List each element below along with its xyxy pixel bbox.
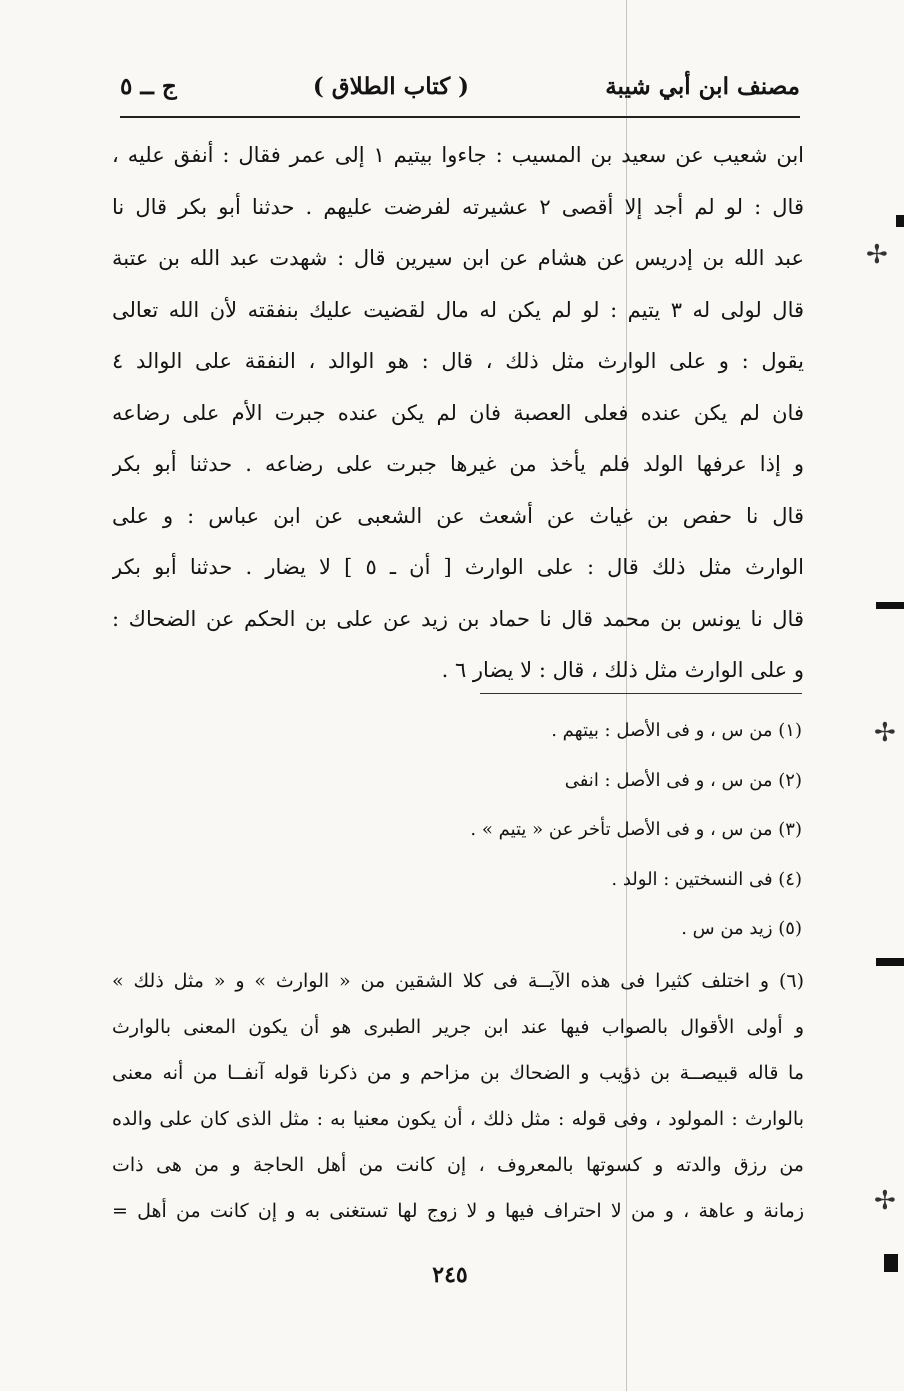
- text-line: و على الوارث مثل ذلك ، قال : لا يضار ٦ .: [441, 658, 804, 682]
- text-line: قال نا يونس بن محمد قال نا حماد بن زيد عن على بن الحكم عن الضحاك :: [112, 606, 804, 631]
- text-line: يقول : و على الوارث مثل ذلك ، قال : هو الوالد ، النفقة على الوالد ٤: [112, 349, 804, 373]
- page-header: [120, 66, 800, 106]
- edge-ornament-icon: ✢: [866, 240, 888, 270]
- text-line: قال لولى له ٣ يتيم : لو لم يكن له مال لقضيت عليك بنفقته لأن الله تعالى: [112, 297, 804, 322]
- footnote-line: من رزق والدته و كسوتها بالمعروف ، إن كانت من أهل الحاجة و من هى ذات: [112, 1154, 804, 1176]
- footnote-separator: [480, 693, 802, 694]
- footnote-line: و أولى الأقوال بالصواب فيها عند ابن جرير الطبرى هو أن يكون المعنى بالوارث: [112, 1016, 804, 1038]
- page-number: ٢٤٥: [432, 1262, 468, 1288]
- text-line: فان لم يكن عنده فعلى العصبة فان لم يكن عنده جبرت الأم على رضاعه: [112, 400, 804, 425]
- text-line: قال : لو لم أجد إلا أقصى ٢ عشيرته لفرضت عليهم . حدثنا أبو بكر قال نا: [112, 194, 804, 219]
- footnotes: [112, 706, 802, 954]
- text-line: الوارث مثل ذلك قال : على الوارث [ أن ـ ٥ ] لا يضار . حدثنا أبو بكر: [112, 555, 804, 579]
- book-title: مصنف ابن أبي شيبة: [605, 72, 800, 100]
- text-line: عبد الله بن إدريس عن هشام عن ابن سيرين قال : شهدت عبد الله بن عتبة: [112, 246, 804, 270]
- footnote-line: ما قاله قبيصــة بن ذؤيب و الضحاك بن مزاحم و من ذكرنا قوله آنفــا من أنه معنى: [112, 1062, 804, 1084]
- footnote: (١) من س ، و فى الأصل : بيتهم .: [551, 720, 802, 741]
- footnote: (٤) فى النسختين : الولد .: [611, 868, 802, 890]
- edge-mark: [876, 958, 904, 966]
- header-rule: [120, 116, 800, 118]
- text-line: ابن شعيب عن سعيد بن المسيب : جاءوا بيتيم ١ إلى عمر فقال : أنفق عليه ،: [112, 143, 804, 167]
- edge-ornament-icon: ✢: [874, 1186, 896, 1216]
- long-footnote: [112, 958, 804, 1234]
- text-line: قال نا حفص بن غياث عن أشعث عن الشعبى عن ابن عباس : و على: [112, 503, 804, 528]
- edge-ornament-icon: ✢: [874, 718, 896, 748]
- footnote: (٣) من س ، و فى الأصل تأخر عن « يتيم » .: [470, 819, 802, 840]
- edge-mark: [884, 1254, 898, 1272]
- footnote-line: (٦) و اختلف كثيرا فى هذه الآيــة فى كلا الشقين من « الوارث » و « مثل ذلك »: [112, 970, 804, 992]
- footnote: (٢) من س ، و فى الأصل : انفى: [564, 769, 802, 791]
- edge-mark: [896, 215, 904, 227]
- footnote-line: زمانة و عاهة ، و من لا احتراف فيها و لا زوج لها تستغنى به و إن كانت من أهل =: [112, 1200, 804, 1222]
- footnote: (٥) زيد من س .: [681, 918, 802, 939]
- volume-number: ج ــ ٥: [120, 72, 177, 100]
- main-text: [112, 130, 804, 697]
- text-line: و إذا عرفها الولد فلم يأخذ من غيرها جبرت على رضاعه . حدثنا أبو بكر: [112, 452, 804, 476]
- footnote-line: بالوارث : المولود ، وفى قوله : مثل ذلك ، أن يكون معنيا به : مثل الذى كان على والده: [112, 1108, 804, 1130]
- section-title: ( كتاب الطلاق ): [312, 72, 470, 100]
- edge-mark: [876, 602, 904, 609]
